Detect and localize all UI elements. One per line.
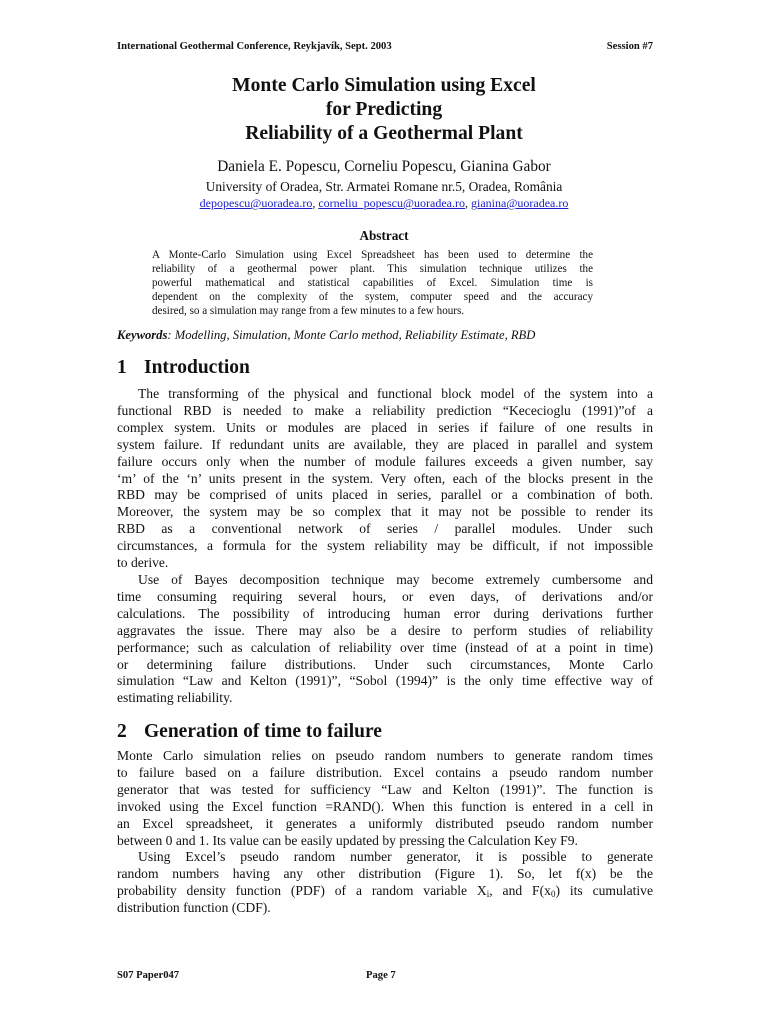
email-link-1[interactable]: depopescu@uoradea.ro: [199, 196, 313, 210]
section-heading-1: [117, 357, 250, 379]
title-line: for Predicting: [325, 99, 443, 120]
section-number: 1: [117, 357, 127, 378]
keywords-label: Keywords: [117, 328, 168, 342]
text-line: functional RBD is needed to make a reliability prediction “Kececioglu (1991)”of a: [117, 402, 653, 418]
text-line: Moreover, the system may be so complex that it may not be possible to render its: [117, 504, 653, 520]
text-line: generator that was tested for sufficiency “Law and Kelton (1991)”. The function is: [117, 781, 653, 797]
text-line: circumstances, a formula for the system reliability may be difficult, if not impossible: [117, 538, 653, 554]
text-line: to derive.: [117, 555, 169, 571]
abstract-body: [152, 248, 593, 318]
title-line: Reliability of a Geothermal Plant: [245, 123, 523, 144]
email-list: depopescu@uoradea.ro, corneliu_popescu@uoradea.ro, gianina@uoradea.ro: [199, 196, 569, 210]
text-line: [117, 883, 653, 900]
text-line: complex system. Units or modules are placed in series if failure of one results in: [117, 419, 653, 435]
abstract-heading: Abstract: [359, 228, 409, 243]
text-fragment: ) its cumulative: [555, 883, 653, 899]
footer-paper-id: S07 Paper047: [117, 970, 180, 981]
text-line: distribution function (CDF).: [117, 900, 271, 916]
text-line: system failure. If redundant units are available, they are placed in parallel and system: [117, 436, 653, 452]
affiliation: University of Oradea, Str. Armatei Romane nr.5, Oradea, România: [205, 179, 563, 194]
keywords: [117, 328, 657, 343]
text-line: random numbers having any other distribution (Figure 1). So, let f(x) be the: [117, 866, 653, 882]
subscript: i: [486, 889, 490, 900]
email-link-3[interactable]: gianina@uoradea.ro: [471, 196, 569, 210]
text-fragment: probability density function (PDF) of a random variable X: [117, 883, 487, 899]
text-line: aggravates the issue. There may also be a desire to perform studies of reliability: [117, 622, 653, 638]
text-line: invoked using the Excel function =RAND(). When this function is entered in a cell in: [117, 798, 653, 814]
text-line: to failure based on a failure distribution. Excel contains a pseudo random number: [117, 764, 653, 780]
abstract-line: A Monte-Carlo Simulation using Excel Spreadsheet has been used to determine the: [152, 249, 593, 261]
text-line: The transforming of the physical and functional block model of the system into a: [138, 386, 653, 401]
text-line: time consuming requiring several hours, or even days, of derivations and/or: [117, 588, 653, 604]
session-label: Session #7: [606, 41, 653, 52]
text-line: ‘m’ of the ‘n’ units present in the system. Very often, each of the blocks present in the: [117, 470, 653, 486]
text-line: Using Excel’s pseudo random number generator, it is possible to generate: [138, 849, 653, 865]
text-line: Monte Carlo simulation relies on pseudo random numbers to generate random times: [117, 748, 653, 763]
section-number: 2: [117, 721, 127, 742]
abstract-line: powerful mathematical and statistical capabilities of Excel. Simulation time is: [152, 277, 593, 289]
text-fragment: , and F(x: [489, 883, 551, 899]
text-line: an Excel spreadsheet, it generates a uniformly distributed pseudo random number: [117, 815, 653, 831]
section-title: Generation of time to failure: [144, 721, 382, 742]
text-line: or determining failure distributions. Under such circumstances, Monte Carlo: [117, 656, 653, 672]
text-line: Use of Bayes decomposition technique may become extremely cumbersome and: [138, 571, 653, 587]
text-line: performance; such as calculation of reliability over time (instead of at a point in time): [117, 639, 653, 655]
text-line: failure occurs only when the number of module failures exceeds a given number, say: [117, 453, 653, 469]
abstract-line: reliability of a geothermal power plant. This simulation technique utilizes the: [152, 263, 593, 275]
text-line: calculations. The possibility of introducing human error during derivations further: [117, 605, 653, 621]
text-line: between 0 and 1. Its value can be easily updated by pressing the Calculation Key F9.: [117, 832, 578, 848]
text-line: RBD may be comprised of units placed in series, parallel or a combination of both.: [117, 487, 653, 503]
section-1-body: [117, 386, 653, 707]
section-title: Introduction: [144, 357, 250, 378]
text-line: RBD as a conventional network of series / parallel modules. Under such: [117, 521, 653, 537]
title-line: Monte Carlo Simulation using Excel: [232, 75, 536, 96]
conference-name: International Geothermal Conference, Reykjavík, Sept. 2003: [117, 41, 392, 52]
text-line: estimating reliability.: [117, 690, 233, 706]
abstract-line: desired, so a simulation may range from a few minutes to a few hours.: [152, 305, 465, 317]
authors: Daniela E. Popescu, Corneliu Popescu, Gianina Gabor: [217, 158, 551, 175]
keywords-text: : Modelling, Simulation, Monte Carlo method, Reliability Estimate, RBD: [167, 328, 536, 342]
subscript: 0: [550, 889, 556, 900]
section-2-body: [117, 748, 653, 917]
text-line: simulation “Law and Kelton (1991)”, “Sobol (1994)” is the only time effective way of: [117, 673, 653, 689]
section-heading-2: [117, 721, 382, 743]
email-link-2[interactable]: corneliu_popescu@uoradea.ro: [318, 196, 465, 210]
abstract-line: dependent on the complexity of the system, computer speed and the accuracy: [152, 291, 593, 303]
paper-title: [0, 74, 768, 146]
footer-page-number: Page 7: [366, 970, 396, 981]
